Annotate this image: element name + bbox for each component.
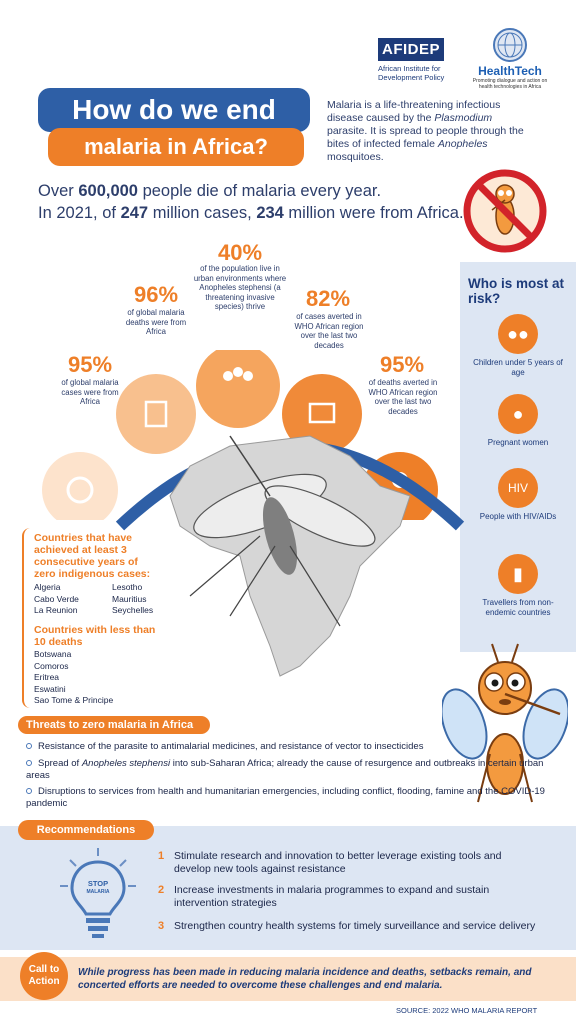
stat-3-percent: 40% — [217, 240, 263, 265]
intro-plasmodium: Plasmodium — [434, 112, 493, 124]
country-item: Eritrea — [34, 672, 60, 682]
source-note: SOURCE: 2022 WHO MALARIA REPORT — [396, 1006, 538, 1015]
stop-text: STOP — [87, 879, 109, 888]
deaths-headline — [38, 182, 381, 201]
pregnant-icon: ● — [498, 394, 538, 434]
intro-text — [327, 99, 527, 164]
country-item: Algeria — [34, 582, 61, 592]
risk-label-hiv: People with HIV/AIDs — [479, 512, 557, 521]
recommendation-1 — [158, 850, 538, 876]
stat-2-text: of global malaria deaths were from Africa — [125, 308, 187, 336]
globe-icon — [493, 28, 527, 62]
threat-text-pre: Spread of — [38, 758, 82, 769]
stat-1-percent: 95% — [67, 352, 113, 377]
country-item: Mauritius — [112, 593, 147, 604]
afidep-logo-name: AFIDEP — [378, 38, 444, 61]
hiv-icon: HIV — [498, 468, 538, 508]
risk-label-traveller: Travellers from non-endemic countries — [482, 598, 554, 617]
country-item: Lesotho — [112, 582, 143, 592]
bullet-icon — [26, 788, 32, 794]
stat-2-percent: 96% — [133, 282, 179, 307]
country-item: Cabo Verde — [34, 593, 79, 604]
bullet-icon — [26, 743, 32, 749]
stat-1-text: of global malaria cases were from Africa — [61, 378, 119, 406]
stat-4-percent: 82% — [305, 286, 351, 311]
threat-text: Disruptions to services from health and humanitarian emergencies, including conflict, flooding, famine and the COVID-19 pandemic — [26, 786, 545, 809]
children-icon: ●● — [498, 314, 538, 354]
threat-text: Resistance of the parasite to antimalarial medicines, and resistance of vector to insecticides — [38, 741, 424, 752]
cases-total: 247 — [120, 204, 149, 222]
risk-label-children: Children under 5 years of age — [473, 358, 563, 377]
deaths-post: people die of malaria every year. — [138, 182, 382, 200]
recommendation-text: Stimulate research and innovation to better leverage existing tools and develop new tools against resistance — [174, 850, 502, 875]
recommendation-number: 2 — [158, 884, 165, 896]
recommendation-2 — [158, 884, 538, 910]
recommendation-number: 3 — [158, 920, 165, 932]
recommendations-title: Recommendations — [18, 820, 154, 840]
recommendation-text: Strengthen country health systems for timely surveillance and service delivery — [174, 920, 536, 932]
call-to-action-text: While progress has been made in reducing malaria incidence and deaths, setbacks remain, and concerted efforts are needed to overcome these challenges and end malaria. — [78, 967, 532, 991]
zero-cases-col1 — [34, 582, 79, 617]
page-title-line2: malaria in Africa? — [48, 128, 304, 166]
country-item: Botswana — [34, 649, 72, 659]
bullet-icon — [26, 760, 32, 766]
country-item: Eswatini — [34, 683, 66, 694]
intro-anopheles: Anopheles — [437, 138, 488, 150]
threat-item-2 — [26, 758, 546, 782]
healthtech-logo-name: HealthTech — [478, 64, 542, 78]
country-item: Comoros — [34, 660, 69, 671]
africa-map — [110, 396, 470, 696]
threat-item-1 — [26, 741, 546, 753]
countries-panel — [22, 528, 162, 708]
intro-part1: Malaria is a life-threatening infectious disease caused by the — [327, 99, 501, 124]
cases-headline — [38, 204, 464, 223]
malaria-text: MALARIA — [86, 889, 110, 895]
country-item: Sao Tome & Principe — [34, 695, 114, 705]
recommendation-3 — [158, 920, 538, 933]
stat-5-text: of deaths averted in WHO African region over the last two decades — [368, 378, 438, 416]
threat-species: Anopheles stephensi — [81, 758, 171, 769]
few-deaths-title: Countries with less than 10 deaths — [34, 624, 156, 648]
afidep-logo — [378, 38, 458, 82]
no-mosquito-icon — [462, 168, 548, 254]
intro-part2: parasite. It is spread to people through the bites of infected female — [327, 125, 524, 150]
healthtech-logo — [470, 28, 550, 90]
intro-part3: mosquitoes. — [327, 151, 384, 163]
country-item: La Reunion — [34, 605, 78, 615]
stop-malaria-text — [80, 880, 116, 896]
traveller-icon: ▮ — [498, 554, 538, 594]
few-deaths-list — [34, 649, 113, 707]
threat-item-3 — [26, 786, 546, 810]
healthtech-logo-tagline: Promoting dialogue and action on health technologies in Africa — [472, 78, 548, 90]
deaths-pre: Over — [38, 182, 79, 200]
recommendation-number: 1 — [158, 850, 165, 862]
zero-cases-col2 — [112, 582, 153, 617]
threat-text-post: into sub-Saharan Africa; already the cause of resurgence and outbreaks in certain urban areas — [26, 758, 544, 781]
cases-mid: million cases, — [148, 204, 257, 222]
page-title-line1: How do we end — [38, 88, 310, 132]
zero-cases-title: Countries that have achieved at least 3 consecutive years of zero indigenous cases: — [34, 532, 151, 580]
stat-3-text: of the population live in urban environments where Anopheles stephensi (a threatening invasive species) thrive — [193, 264, 287, 311]
call-to-action-badge: Call to Action — [20, 952, 68, 1000]
risk-label-pregnant: Pregnant women — [487, 438, 549, 447]
cases-africa: 234 — [256, 204, 284, 222]
deaths-number: 600,000 — [78, 182, 138, 200]
stat-5-percent: 95% — [379, 352, 425, 377]
afidep-logo-subtitle: African Institute for Development Policy — [378, 64, 445, 82]
cases-pre: In 2021, of — [38, 204, 121, 222]
country-item: Seychelles — [112, 605, 154, 615]
risk-title: Who is most at risk? — [468, 276, 565, 306]
threats-title: Threats to zero malaria in Africa — [18, 716, 210, 734]
recommendation-text: Increase investments in malaria programmes to expand and sustain intervention strategies — [174, 884, 490, 909]
cases-post: million were from Africa. — [283, 204, 464, 222]
stat-4-text: of cases averted in WHO African region over the last two decades — [294, 312, 364, 350]
